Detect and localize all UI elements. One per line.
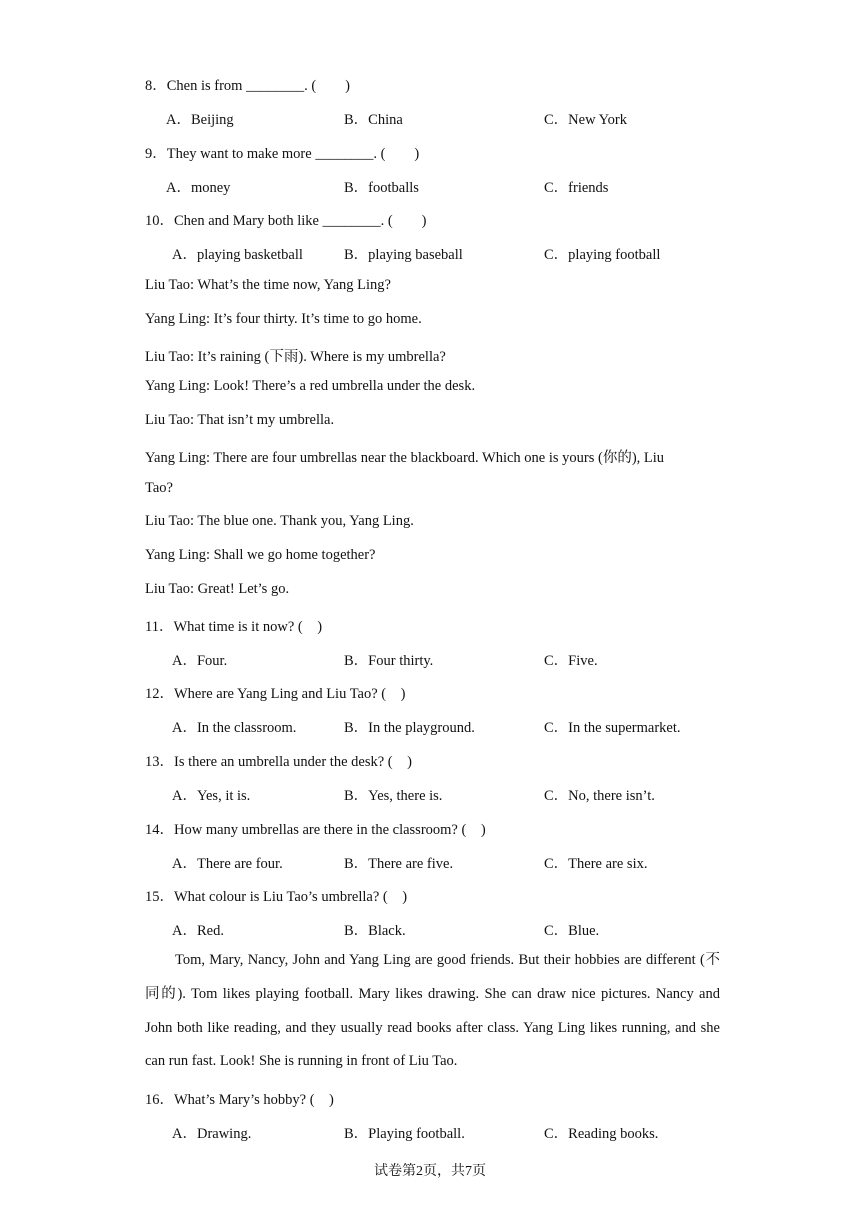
dialogue-line: Liu Tao: It’s raining (下雨). Where is my umbrella?	[145, 349, 446, 365]
question-10-option-c: C．playing football	[544, 247, 661, 263]
dialogue-line: Yang Ling: Shall we go home together?	[145, 547, 376, 563]
question-8-option-c: C．New York	[544, 112, 627, 128]
reading-passage: Tom, Mary, Nancy, John and Yang Ling are good friends. But their hobbies are different (不同的). Tom likes playing football. Mary likes drawing. She can draw nice pictures. Nancy and John both like reading, and they usually read books after class. Yang Ling likes running, and she can run fast. Look! She is running in front of Liu Tao.	[145, 952, 720, 1070]
question-12-stem: 12．Where are Yang Ling and Liu Tao? ( )	[145, 686, 406, 702]
question-10-stem: 10．Chen and Mary both like ________. ( )	[145, 213, 427, 229]
question-16-option-b: B．Playing football.	[344, 1126, 465, 1142]
question-12-option-b: B．In the playground.	[344, 720, 475, 736]
dialogue-line: Tao?	[145, 480, 173, 496]
question-15-option-b: B．Black.	[344, 923, 406, 939]
question-9-option-c: C．friends	[544, 180, 609, 196]
dialogue-line: Liu Tao: The blue one. Thank you, Yang Ling.	[145, 513, 414, 529]
question-15-stem: 15．What colour is Liu Tao’s umbrella? ( )	[145, 889, 408, 905]
question-13-option-a: A．Yes, it is.	[172, 788, 251, 804]
question-13-option-b: B．Yes, there is.	[344, 788, 443, 804]
question-13-stem: 13．Is there an umbrella under the desk? ( )	[145, 754, 412, 770]
question-9-option-b: B．footballs	[344, 180, 419, 196]
question-14-stem: 14．How many umbrellas are there in the classroom? ( )	[145, 822, 486, 838]
question-9-option-a: A．money	[166, 180, 231, 196]
question-11-option-b: B．Four thirty.	[344, 653, 434, 669]
question-12-option-a: A．In the classroom.	[172, 720, 297, 736]
question-12-option-c: C．In the supermarket.	[544, 720, 681, 736]
question-14-option-a: A．There are four.	[172, 856, 283, 872]
question-10-option-a: A．playing basketball	[172, 247, 303, 263]
question-11-stem: 11．What time is it now? ( )	[145, 619, 323, 635]
question-10-option-b: B．playing baseball	[344, 247, 463, 263]
page-footer: 试卷第2页，共7页	[374, 1164, 486, 1179]
dialogue-line: Yang Ling: Look! There’s a red umbrella under the desk.	[145, 378, 476, 394]
question-13-option-c: C．No, there isn’t.	[544, 788, 655, 804]
dialogue-line: Yang Ling: It’s four thirty. It’s time to go home.	[145, 311, 422, 327]
dialogue-line: Liu Tao: That isn’t my umbrella.	[145, 412, 335, 428]
question-15-option-c: C．Blue.	[544, 923, 600, 939]
dialogue-line: Yang Ling: There are four umbrellas near the blackboard. Which one is yours (你的), Liu	[145, 450, 665, 466]
question-14-option-b: B．There are five.	[344, 856, 454, 872]
question-9-stem: 9．They want to make more ________. ( )	[145, 146, 420, 162]
question-8-option-a: A．Beijing	[166, 112, 234, 128]
question-14-option-c: C．There are six.	[544, 856, 648, 872]
question-16-stem: 16．What’s Mary’s hobby? ( )	[145, 1092, 334, 1108]
question-15-option-a: A．Red.	[172, 923, 224, 939]
question-11-option-a: A．Four.	[172, 653, 228, 669]
dialogue-line: Liu Tao: Great! Let’s go.	[145, 581, 290, 597]
question-8-stem: 8．Chen is from ________. ( )	[145, 78, 350, 94]
question-11-option-c: C．Five.	[544, 653, 598, 669]
question-16-option-a: A．Drawing.	[172, 1126, 252, 1142]
question-8-option-b: B．China	[344, 112, 403, 128]
question-16-option-c: C．Reading books.	[544, 1126, 659, 1142]
dialogue-line: Liu Tao: What’s the time now, Yang Ling?	[145, 277, 391, 293]
